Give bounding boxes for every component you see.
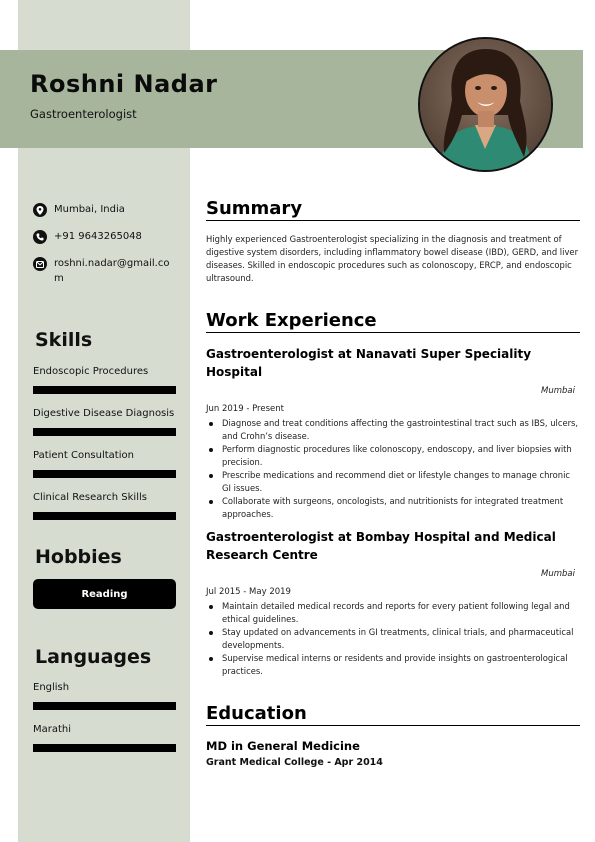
profile-photo [418, 37, 553, 172]
contact-email[interactable] [33, 256, 183, 286]
hobbies-heading: Hobbies [35, 546, 122, 568]
skill-bar [33, 512, 176, 520]
skill-label: Clinical Research Skills [33, 492, 147, 503]
education-heading: Education [206, 703, 580, 726]
contact-location [33, 202, 183, 217]
phone-icon [33, 230, 47, 244]
email-icon [33, 257, 47, 271]
job-bullet: Diagnose and treat conditions affecting the gastrointestinal tract such as IBS, ulcers, and Crohn’s disease. [206, 417, 580, 443]
job-dates: Jun 2019 - Present [206, 404, 284, 414]
education-degree: MD in General Medicine [206, 739, 360, 753]
skill-label: Endoscopic Procedures [33, 366, 149, 377]
skill-label: Patient Consultation [33, 450, 134, 461]
skill-label: Digestive Disease Diagnosis [33, 408, 175, 419]
profile-photo-image [420, 39, 551, 170]
contact-email-text[interactable]: roshni.nadar@gmail.com [54, 258, 170, 284]
job-location: Mumbai [541, 569, 575, 579]
job-bullets [206, 417, 580, 521]
skill-bar [33, 386, 176, 394]
candidate-role: Gastroenterologist [30, 107, 137, 121]
language-bar [33, 744, 176, 752]
language-bar [33, 702, 176, 710]
job-bullet: Perform diagnostic procedures like colonoscopy, endoscopy, and liver biopsies with precision. [206, 443, 580, 469]
job-bullet: Collaborate with surgeons, oncologists, and nutritionists for integrated treatment approaches. [206, 495, 580, 521]
language-label: Marathi [33, 724, 72, 735]
job-bullets [206, 600, 580, 678]
contact-phone-text: +91 9643265048 [54, 231, 142, 242]
job-bullet: Stay updated on advancements in GI treatments, clinical trials, and pharmaceutical developments. [206, 626, 580, 652]
job-dates: Jul 2015 - May 2019 [206, 587, 291, 597]
education-school: Grant Medical College - Apr 2014 [206, 757, 383, 768]
job-bullet: Prescribe medications and recommend diet or lifestyle changes to manage chronic GI issues. [206, 469, 580, 495]
job-title: Gastroenterologist at Nanavati Super Speciality Hospital [206, 347, 532, 379]
hobby-badge: Reading [33, 579, 176, 609]
contact-phone [33, 229, 183, 244]
language-label: English [33, 682, 70, 693]
skill-bar [33, 428, 176, 436]
location-pin-icon [33, 203, 47, 217]
job-title: Gastroenterologist at Bombay Hospital and Medical Research Centre [206, 530, 556, 562]
contact-location-text: Mumbai, India [54, 204, 125, 215]
skills-heading: Skills [35, 329, 93, 351]
job-bullet: Maintain detailed medical records and reports for every patient following legal and ethical guidelines. [206, 600, 580, 626]
experience-heading: Work Experience [206, 310, 580, 333]
job-location: Mumbai [541, 386, 575, 396]
skill-bar [33, 470, 176, 478]
summary-heading: Summary [206, 198, 580, 221]
candidate-name: Roshni Nadar [30, 70, 218, 98]
summary-text: Highly experienced Gastroenterologist specializing in the diagnosis and treatment of digestive system disorders, including inflammatory bowel disease (IBD), GERD, and liver diseases. Skilled in endoscopic procedures such as colonoscopy, ERCP, and endoscopic ultrasound. [206, 234, 579, 283]
languages-heading: Languages [35, 646, 152, 668]
job-bullet: Supervise medical interns or residents and provide insights on gastroenterological practices. [206, 652, 580, 678]
